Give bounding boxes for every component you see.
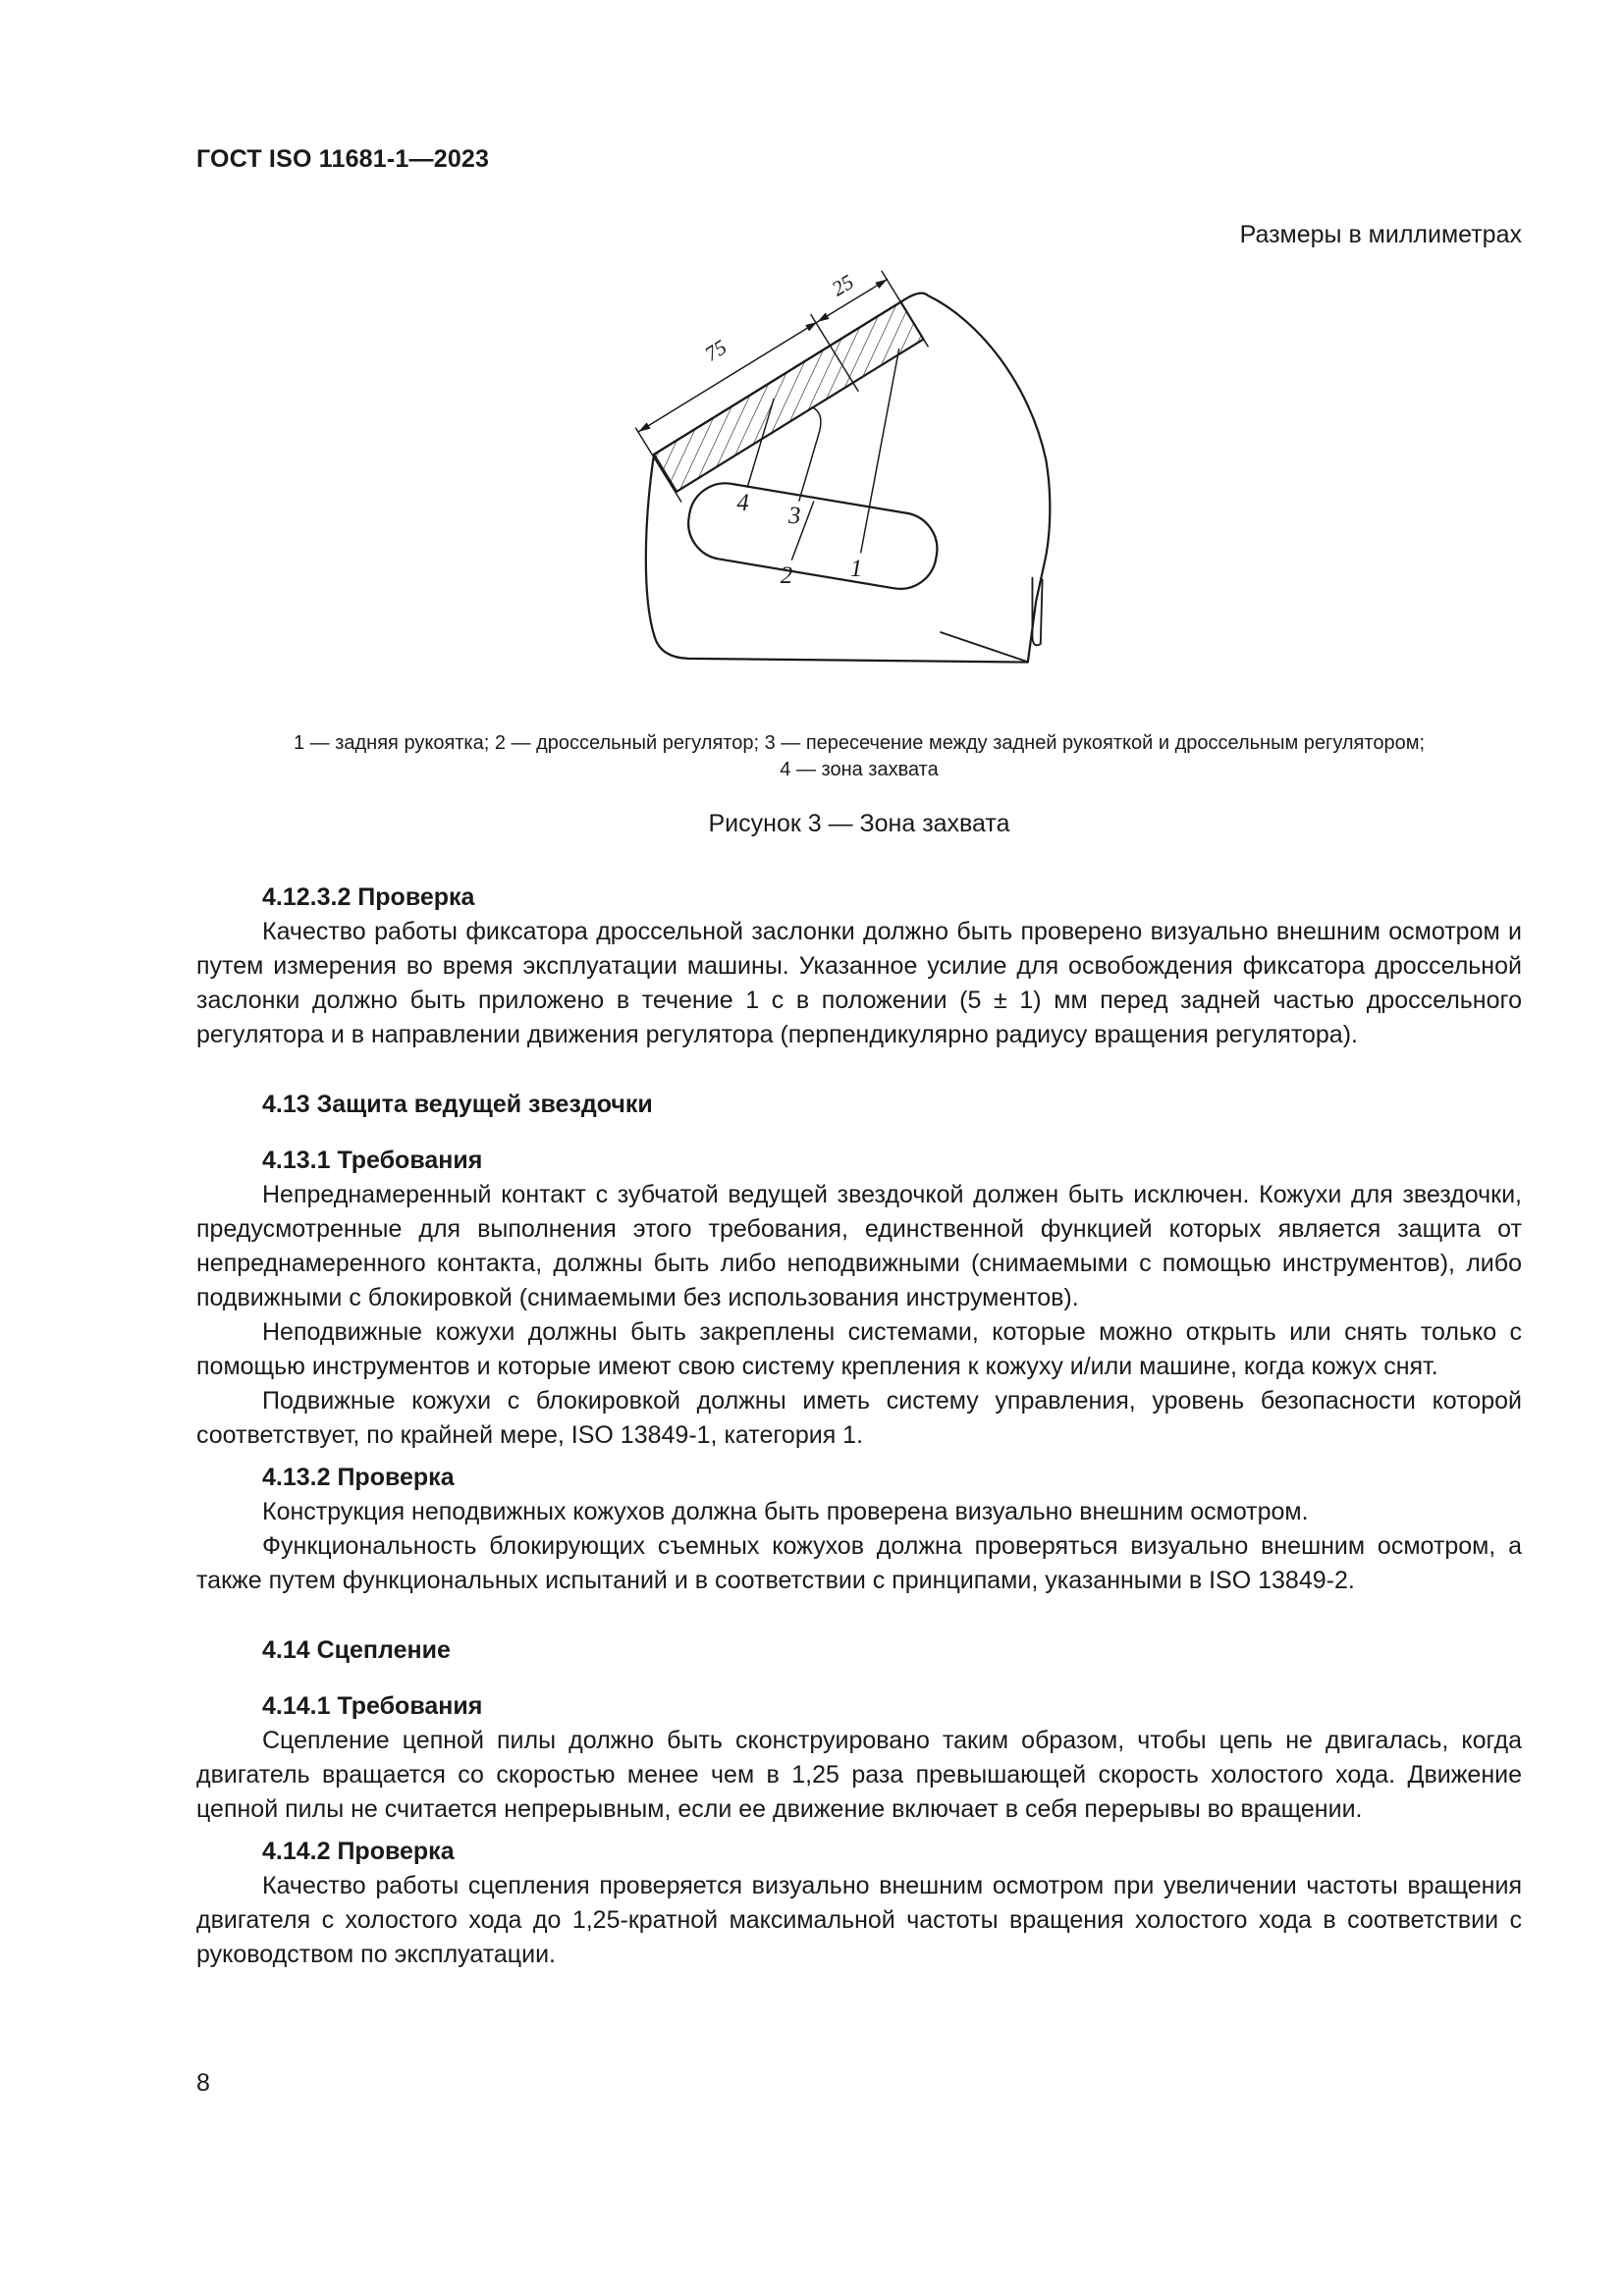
callout-3-label: 3 — [788, 503, 801, 530]
section-heading-4-13: 4.13 Защита ведущей звездочки — [262, 1091, 653, 1118]
section-heading-4-14-2: 4.14.2 Проверка — [262, 1838, 455, 1865]
figure-legend-line-2: 4 — зона захвата — [780, 759, 939, 780]
figure-legend — [196, 730, 1522, 783]
paragraph: Качество работы фиксатора дроссельной заслонки должно быть проверено визуально внешним осмотром и путем измерения во время эксплуатации машины. Указанное усилие для освобождения фиксатора дроссельной заслонки должно быть приложено в течение 1 с в положении (5 ± 1) мм перед задней частью дроссельного регулятора и в направлении движения регулятора (перпендикулярно радиусу вращения регулятора). — [196, 918, 1522, 1048]
figure-caption: Рисунок 3 — Зона захвата — [708, 810, 1010, 837]
figure-3-drawing — [630, 260, 1110, 707]
dimensions-note: Размеры в миллиметрах — [1239, 221, 1522, 248]
callout-2-label: 2 — [780, 562, 793, 590]
paragraph: Неподвижные кожухи должны быть закреплены системами, которые можно открыть или снять только с помощью инструментов и которые имеют свою систему крепления к кожуху и/или машине, когда кожух снят. — [196, 1318, 1522, 1380]
page-number: 8 — [196, 2069, 210, 2097]
paragraph: Качество работы сцепления проверяется визуально внешним осмотром при увеличении частоты вращения двигателя с холостого хода до 1,25-кратной максимальной частоты вращения холостого хода в соответствии с руководством по эксплуатации. — [196, 1872, 1522, 1968]
paragraph: Подвижные кожухи с блокировкой должны иметь систему управления, уровень безопасности которой соответствует, по крайней мере, ISO 13849-1, категория 1. — [196, 1387, 1522, 1449]
leader-line-3 — [799, 407, 821, 501]
callout-4-label: 4 — [736, 490, 749, 517]
document-body — [196, 881, 1522, 1972]
section-heading-4-12-3-2: 4.12.3.2 Проверка — [262, 883, 475, 911]
handle-opening — [683, 478, 943, 595]
paragraph: Функциональность блокирующих съемных кожухов должна проверяться визуально внешним осмотром, а также путем функциональных испытаний и в соответствии с принципами, указанными в ISO 13849-2. — [196, 1532, 1522, 1594]
section-heading-4-14: 4.14 Сцепление — [262, 1636, 451, 1664]
figure-3 — [196, 260, 1522, 717]
paragraph: Непреднамеренный контакт с зубчатой ведущей звездочкой должен быть исключен. Кожухи для звездочки, предусмотренные для выполнения этого требования, единственной функцией которых является защита от непреднамеренного контакта, должны быть либо неподвижными (снимаемыми с помощью инструментов), либо подвижными с блокировкой (снимаемыми без использования инструментов). — [196, 1181, 1522, 1311]
section-heading-4-13-2: 4.13.2 Проверка — [262, 1464, 455, 1491]
section-heading-4-13-1: 4.13.1 Требования — [262, 1147, 483, 1174]
body-step-line — [941, 632, 1026, 662]
dim-25-label: 25 — [827, 269, 858, 301]
figure-legend-line-1: 1 — задняя рукоятка; 2 — дроссельный регулятор; 3 — пересечение между задней рукояткой и дроссельным регулятором; — [293, 732, 1425, 754]
paragraph: Сцепление цепной пилы должно быть сконструировано таким образом, чтобы цепь не двигалась, когда двигатель вращается со скоростью менее чем в 1,25 раза превышающей скорость холостого хода. Движение цепной пилы не считается непрерывным, если ее движение включает в себя перерывы во вращении. — [196, 1727, 1522, 1823]
paragraph: Конструкция неподвижных кожухов должна быть проверена визуально внешним осмотром. — [262, 1498, 1309, 1525]
document-header: ГОСТ ISO 11681-1—2023 — [196, 145, 490, 173]
dim-75-label: 75 — [700, 335, 731, 366]
callout-1-label: 1 — [849, 555, 863, 582]
section-heading-4-14-1: 4.14.1 Требования — [262, 1692, 483, 1720]
